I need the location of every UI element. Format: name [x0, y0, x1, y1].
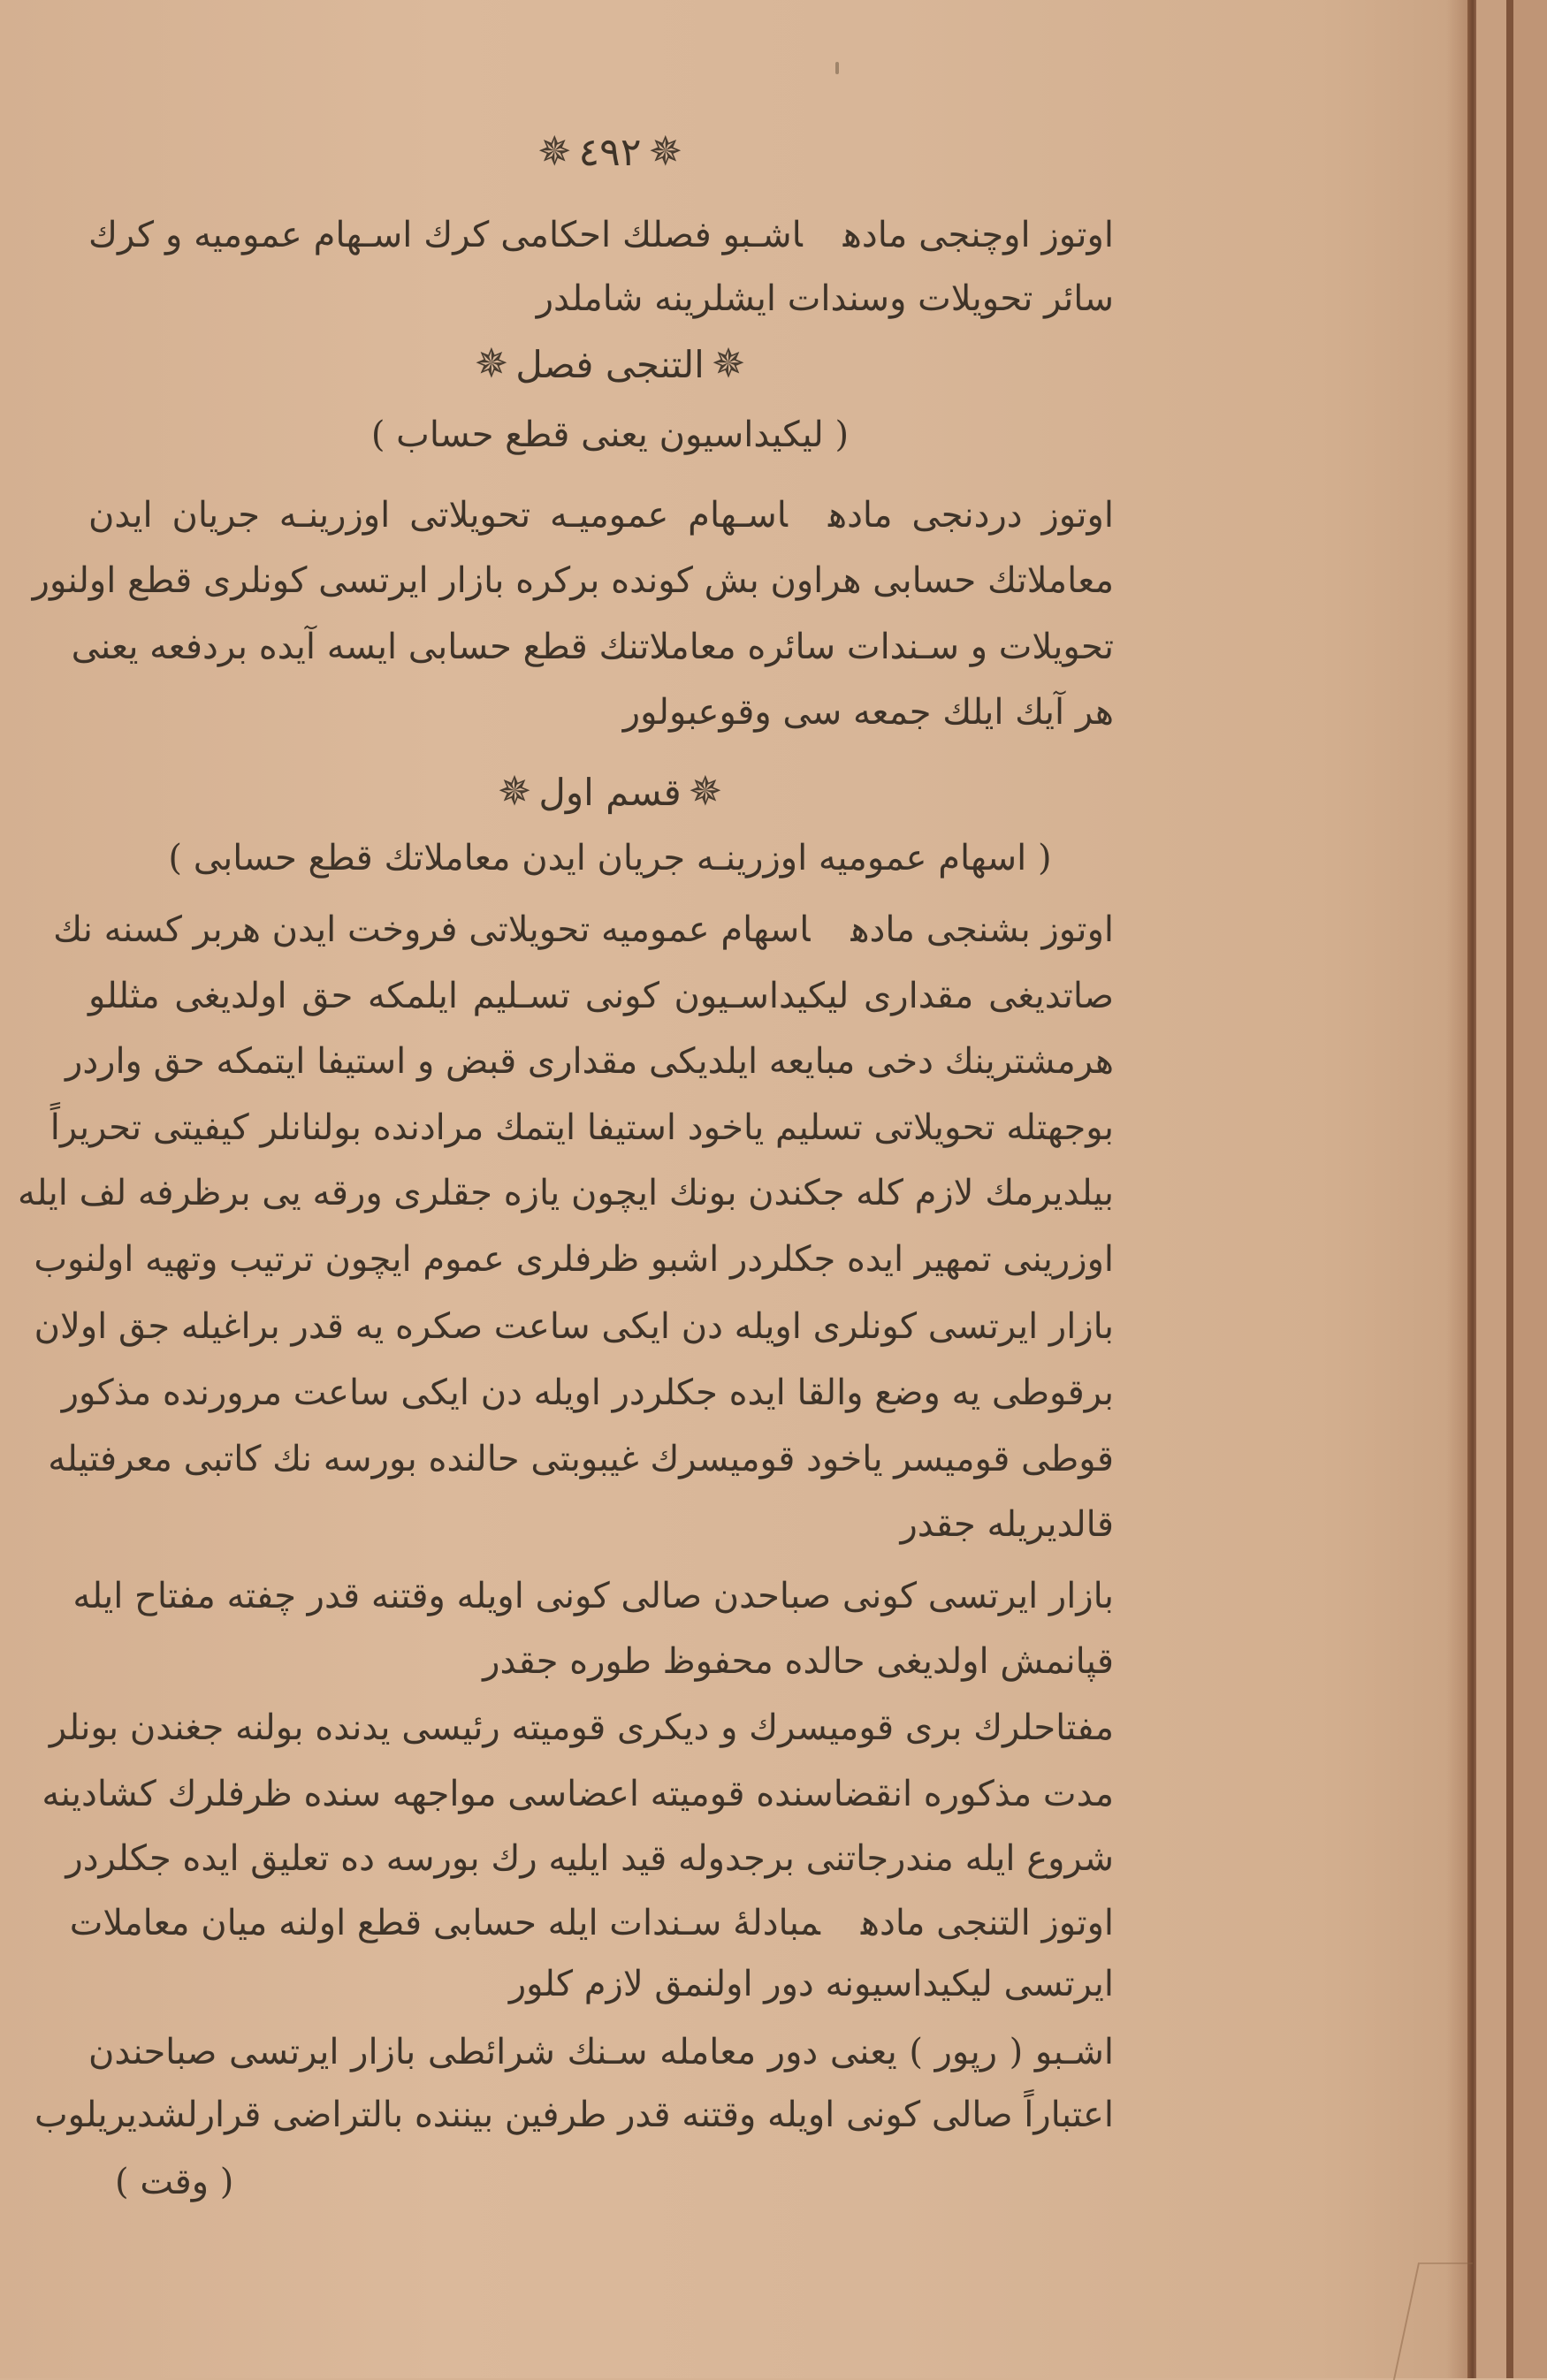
ornament-star-icon: ✵ — [648, 127, 682, 175]
binding-edge — [1467, 0, 1476, 2378]
part-subheading: ( اسهام عمومیه اوزرینـه جریان ایدن معاملاتك قطع حسابی ) — [168, 838, 1052, 878]
article-75-line-11: بازار ایرتسی كونی صباحدن صالی كونی اویله وقتنه قدر چفته مفتاح ایله — [72, 1576, 1114, 1616]
page-number: ٤٩٢ — [578, 130, 642, 175]
ornament-star-icon: ✵ — [474, 339, 509, 387]
ornament-star-icon: ✵ — [688, 767, 723, 815]
article-75-line-5: بیلدیرمك لازم كله جكندن بونك ایچون یازه جقلری ورقه یی برظرفه لف ایله — [17, 1173, 1114, 1213]
article-label: اوتوز التنجی ماده — [860, 1903, 1114, 1943]
article-label: اوتوز دردنجی ماده — [828, 495, 1114, 536]
paper-speck — [835, 62, 839, 74]
part-heading: ✵قسم اول✵ — [0, 771, 1220, 811]
article-75-line-4: بوجهتله تحویلاتی تسلیم یاخود استیفا ایتمك مرادنده بولنانلر كیفیتی تحریراً — [50, 1107, 1114, 1148]
article-73-line-2: سائر تحویلات وسندات ایشلرینه شاملدر — [536, 278, 1114, 319]
article-75-line-7: بازار ایرتسی كونلری اویله دن ایكی ساعت صكره یه قدر براغیله جق اولان — [34, 1306, 1114, 1347]
page-number-header — [0, 127, 1220, 175]
article-76-line-2: ایرتسی لیكیداسیونه دور اولنمق لازم كلور — [508, 1964, 1114, 2004]
article-75-line-2: صاتدیغی مقداری لیكیداسـیون كونی تسـلیم ایلمكه حق اولدیغی مثللو — [88, 976, 1114, 1016]
article-75-line-10: قالدیریله جقدر — [900, 1504, 1114, 1545]
article-label: اوتوز بشنجی ماده — [850, 909, 1114, 950]
article-74-line-2: معاملاتك حسابی هراون بش كونده بركره بازار ایرتسی كونلری قطع اولنور — [32, 560, 1114, 601]
catchword: ( وقت ) — [115, 2162, 234, 2202]
article-75-line-8: برقوطی یه وضع والقا ایده جكلردر اویله دن ایكی ساعت مرورنده مذكور — [61, 1372, 1114, 1413]
section-subheading: ( لیكیداسیون یعنی قطع حساب ) — [370, 414, 850, 455]
article-label: اوتوز اوچنجی ماده — [842, 215, 1114, 255]
gutter-shadow — [1446, 0, 1467, 2378]
ornament-star-icon: ✵ — [497, 767, 532, 815]
article-76-line-4: اعتباراً صالی كونی اویله وقتنه قدر طرفین بیننده بالتراضی قرارلشدیریلوب — [34, 2095, 1114, 2135]
article-74-line-4: هر آیك ایلك جمعه سی وقوعبولور — [622, 692, 1114, 733]
article-73-line-1: اوتوز اوچنجی مادهاشـبو فصلك احكامی كرك اسـهام عمومیه و كرك — [88, 215, 1114, 255]
article-76-line-1: اوتوز التنجی مادهمبادلهٔ سـندات ایله حسابی قطع اولنه میان معاملات — [69, 1903, 1114, 1943]
article-75-line-1: اوتوز بشنجی مادهاسهام عمومیه تحویلاتی فروخت ایدن هربر كسنه نك — [53, 909, 1114, 950]
article-75-line-12: قپانمش اولدیغی حالده محفوظ طوره جقدر — [483, 1641, 1114, 1682]
article-76-line-3: اشـبو ( رپور ) یعنی دور معامله سـنك شرائطی بازار ایرتسی صباحندن — [88, 2032, 1114, 2072]
ornament-star-icon: ✵ — [537, 127, 572, 175]
article-75-line-15: شروع ایله مندرجاتنی برجدوله قید ایلیه رك بورسه ده تعلیق ایده جكلردر — [65, 1838, 1114, 1879]
section-heading: ✵التنجی فصل✵ — [0, 343, 1220, 384]
article-74-line-3: تحویلات و سـندات سائره معاملاتنك قطع حسابی ایسه آیده بردفعه یعنی — [71, 627, 1114, 667]
binding-edge-inner — [1506, 0, 1513, 2378]
facing-page-edge — [1513, 0, 1547, 2378]
article-75-line-13: مفتاحلرك بری قومیسرك و دیكری قومیته رئیسی یدنده بولنه جغندن بونلر — [49, 1707, 1114, 1748]
article-74-line-1: اوتوز دردنجی مادهاسـهام عمومیـه تحویلاتی اوزرینـه جریان ایدن — [88, 495, 1114, 536]
article-75-line-6: اوزرینی تمهیر ایده جكلردر اشبو ظرفلری عموم ایچون ترتیب وتهیه اولنوب — [34, 1239, 1114, 1280]
article-75-line-3: هرمشترینك دخی مبایعه ایلدیكی مقداری قبض و استیفا ایتمكه حق واردر — [65, 1041, 1114, 1082]
ornament-star-icon: ✵ — [711, 339, 746, 387]
binding-strip — [1476, 0, 1506, 2378]
article-75-line-9: قوطی قومیسر یاخود قومیسرك غیبوبتی حالنده بورسه نك كاتبی معرفتیله — [48, 1439, 1114, 1479]
article-75-line-14: مدت مذكوره انقضاسنده قومیته اعضاسی مواجهه سنده ظرفلرك كشادینه — [42, 1774, 1114, 1814]
